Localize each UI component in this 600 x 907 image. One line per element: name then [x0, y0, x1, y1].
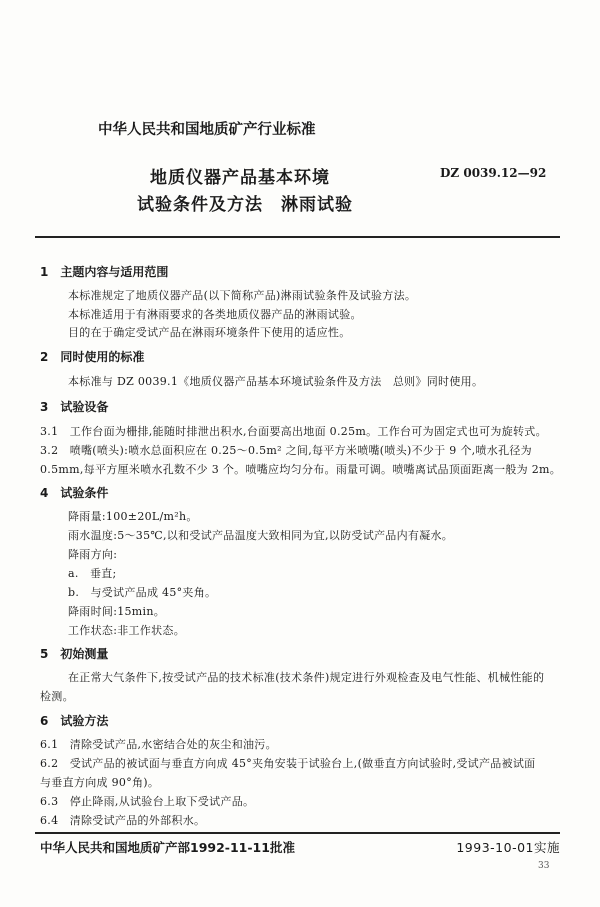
section-heading: 3 试验设备 [40, 400, 109, 414]
doc-title-line2: 试验条件及方法 淋雨试验 [137, 195, 353, 215]
page-number: 33 [538, 861, 550, 871]
body-line: 6.4 清除受试产品的外部积水。 [40, 814, 206, 827]
section-heading: 6 试验方法 [40, 714, 109, 728]
body-line: 检测。 [40, 690, 74, 703]
section-heading: 1 主题内容与适用范围 [40, 265, 169, 279]
section-heading: 5 初始测量 [40, 647, 109, 661]
top-rule [35, 236, 560, 238]
body-line: 工作状态:非工作状态。 [68, 624, 186, 637]
body-line: 6.2 受试产品的被试面与垂直方向成 45°夹角安装于试验台上,(做垂直方向试验时,受试产品被试面 [40, 757, 536, 770]
body-line: b. 与受试产品成 45°夹角。 [68, 586, 217, 599]
body-line: 6.1 清除受试产品,水密结合处的灰尘和油污。 [40, 738, 277, 751]
bottom-rule [35, 832, 560, 834]
standard-number: DZ 0039.12—92 [440, 166, 547, 180]
body-line: 与垂直方向成 90°角)。 [40, 776, 160, 789]
doc-title-line1: 地质仪器产品基本环境 [150, 168, 330, 188]
body-line: 目的在于确定受试产品在淋雨环境条件下使用的适应性。 [68, 326, 351, 339]
body-line: 0.5mm,每平方厘米喷水孔数不少 3 个。喷嘴应均匀分布。雨量可调。喷嘴离试品顶面距离一般为 2m。 [40, 463, 562, 476]
body-line: 本标准规定了地质仪器产品(以下简称产品)淋雨试验条件及试验方法。 [68, 289, 417, 302]
org-title: 中华人民共和国地质矿产行业标准 [98, 122, 316, 138]
implementation-date: 1993-10-01实施 [456, 840, 560, 855]
approval-note: 中华人民共和国地质矿产部1992-11-11批准 [40, 840, 295, 855]
section-heading: 4 试验条件 [40, 486, 109, 500]
body-line: a. 垂直; [68, 567, 117, 580]
body-line: 6.3 停止降雨,从试验台上取下受试产品。 [40, 795, 255, 808]
body-line: 降雨时间:15min。 [68, 605, 166, 618]
body-line: 本标准适用于有淋雨要求的各类地质仪器产品的淋雨试验。 [68, 308, 362, 321]
body-line: 3.1 工作台面为栅排,能随时排泄出积水,台面要高出地面 0.25m。工作台可为固定式也可为旋转式。 [40, 425, 547, 438]
body-line: 本标准与 DZ 0039.1《地质仪器产品基本环境试验条件及方法 总则》同时使用。 [68, 375, 484, 388]
body-line: 在正常大气条件下,按受试产品的技术标准(技术条件)规定进行外观检查及电气性能、机械性能的 [68, 671, 545, 684]
body-line: 3.2 喷嘴(喷头):喷水总面积应在 0.25～0.5m² 之间,每平方米喷嘴(喷头)不少于 9 个,喷水孔径为 [40, 444, 532, 457]
body-line: 降雨方向: [68, 548, 118, 561]
body-line: 降雨量:100±20L/m²h。 [68, 510, 198, 523]
section-heading: 2 同时使用的标准 [40, 350, 145, 364]
body-line: 雨水温度:5～35℃,以和受试产品温度大致相同为宜,以防受试产品内有凝水。 [68, 529, 454, 542]
